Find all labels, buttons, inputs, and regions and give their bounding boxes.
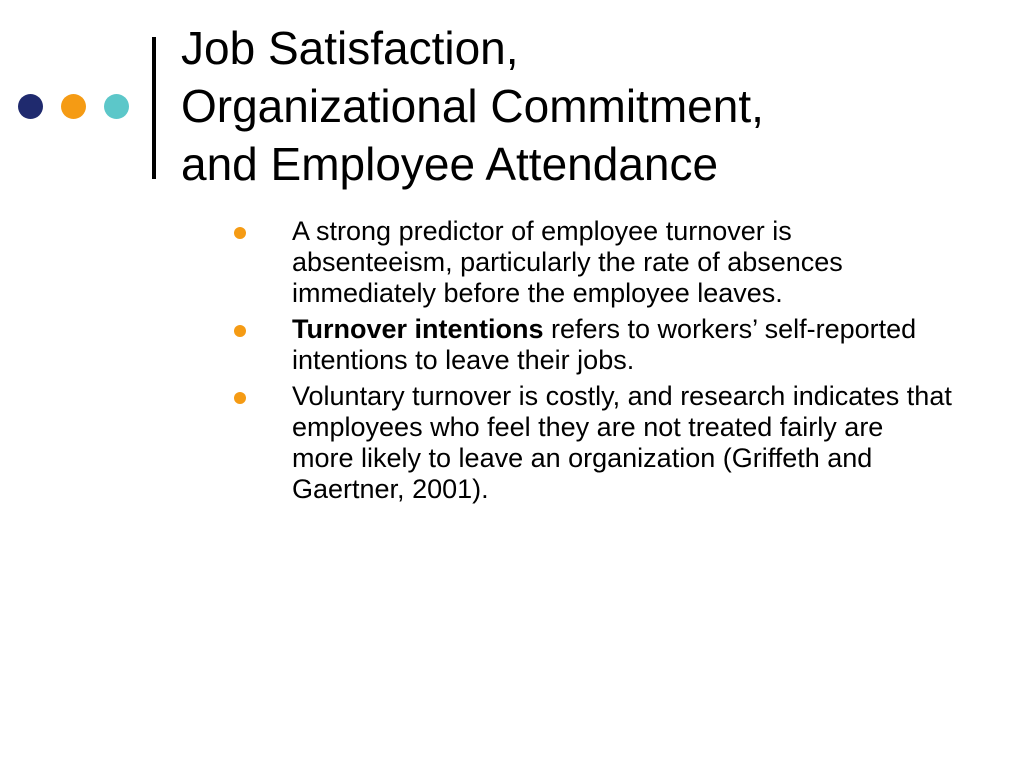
bullet-point-icon bbox=[234, 325, 246, 337]
title-divider-line bbox=[152, 37, 156, 179]
bullet-body: A strong predictor of employee turnover is absenteeism, particularly the rate of absences immediately before the employee leaves. bbox=[292, 216, 843, 308]
bullet-text bbox=[292, 381, 952, 504]
bullet-text bbox=[292, 216, 843, 308]
bullet-body: refers to workers’ self-reported intentions to leave their jobs. bbox=[292, 314, 917, 375]
decorative-dot-navy bbox=[18, 94, 43, 119]
slide-title-line-3: and Employee Attendance bbox=[181, 138, 719, 190]
bullet-text bbox=[292, 314, 916, 375]
bullet-point-icon bbox=[234, 227, 246, 239]
bullet-item bbox=[232, 314, 952, 376]
bullet-item bbox=[232, 216, 952, 309]
decorative-dot-orange bbox=[61, 94, 86, 119]
bullet-body: Voluntary turnover is costly, and research indicates that employees who feel they are not treated fairly are more likely to leave an organization (Griffeth and Gaertner, 2001). bbox=[292, 381, 952, 504]
slide-title-line-2: Organizational Commitment, bbox=[181, 80, 764, 132]
bullet-list bbox=[232, 216, 952, 510]
bullet-term: Turnover intentions bbox=[292, 314, 544, 344]
bullet-point-icon bbox=[234, 392, 246, 404]
slide-title bbox=[181, 19, 1001, 193]
bullet-item bbox=[232, 381, 952, 505]
decorative-dot-teal bbox=[104, 94, 129, 119]
slide-title-line-1: Job Satisfaction, bbox=[181, 22, 519, 74]
